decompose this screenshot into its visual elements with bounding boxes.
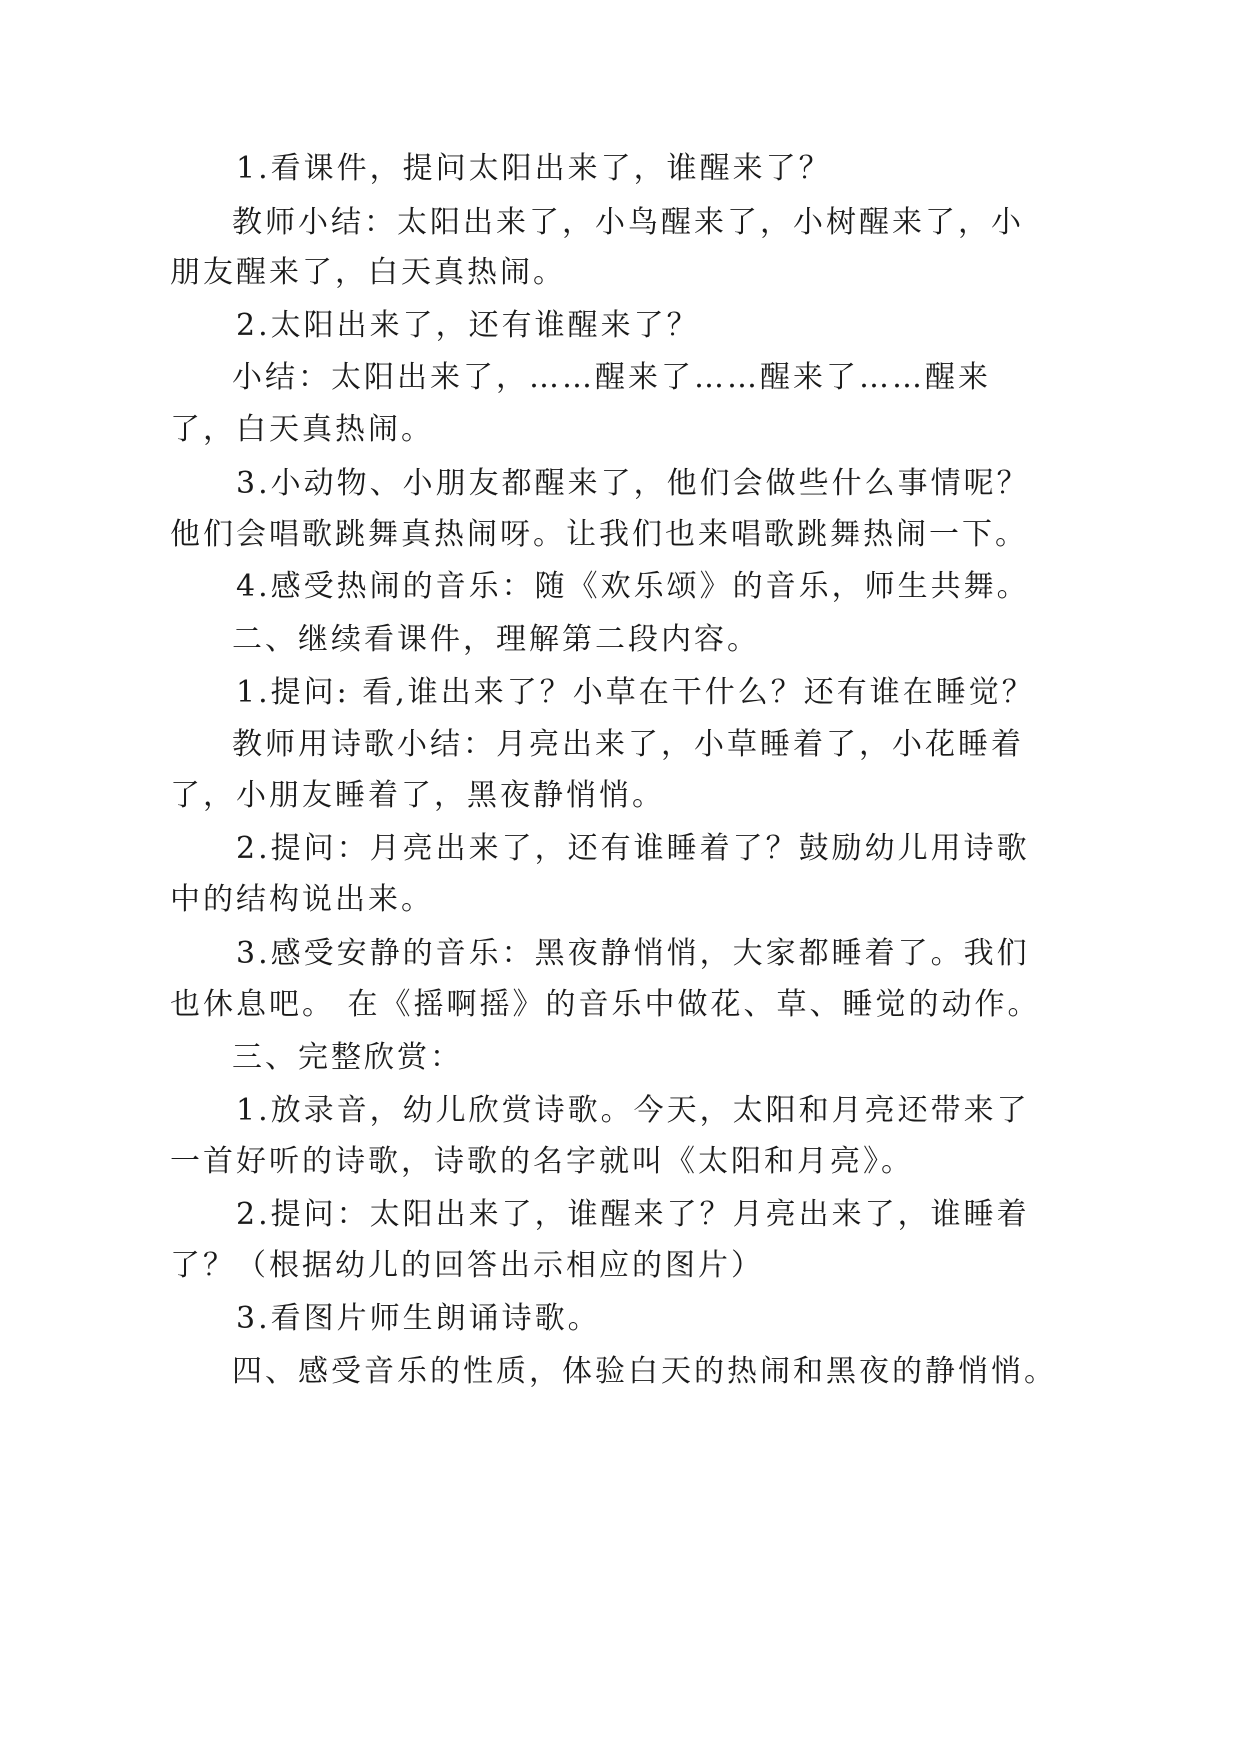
text-line: 了？（根据幼儿的回答出示相应的图片） <box>170 1248 764 1283</box>
text-line: 1.提问: 看,谁出来了？小草在干什么？还有谁在睡觉？ <box>236 675 1035 710</box>
text-line: 三、完整欣赏： <box>232 1040 463 1075</box>
text-line: 四、感受音乐的性质，体验白天的热闹和黑夜的静悄悄。 <box>232 1354 1057 1389</box>
text-line: 3.感受安静的音乐：黑夜静悄悄，大家都睡着了。我们 <box>236 936 1030 971</box>
text-line: 了，白天真热闹。 <box>170 412 434 447</box>
text-line: 一首好听的诗歌，诗歌的名字就叫《太阳和月亮》。 <box>170 1144 914 1179</box>
text-line: 他们会唱歌跳舞真热闹呀。让我们也来唱歌跳舞热闹一下。 <box>170 517 1028 552</box>
text-line: 了，小朋友睡着了，黑夜静悄悄。 <box>170 778 665 813</box>
text-line: 教师用诗歌小结：月亮出来了，小草睡着了，小花睡着 <box>232 727 1024 762</box>
text-line: 3.看图片师生朗诵诗歌。 <box>236 1301 601 1336</box>
text-line: 也休息吧。 在《摇啊摇》的音乐中做花、草、睡觉的动作。 <box>170 987 1041 1022</box>
text-line: 二、继续看课件，理解第二段内容。 <box>232 622 760 657</box>
text-line: 2.提问：月亮出来了，还有谁睡着了？鼓励幼儿用诗歌 <box>236 831 1030 866</box>
text-line: 中的结构说出来。 <box>170 882 434 917</box>
text-line: 小结：太阳出来了，……醒来了……醒来了……醒来 <box>232 360 991 395</box>
text-line: 教师小结：太阳出来了，小鸟醒来了，小树醒来了，小 <box>232 205 1024 240</box>
text-line: 朋友醒来了，白天真热闹。 <box>170 255 566 290</box>
text-line: 2.提问：太阳出来了，谁醒来了？月亮出来了，谁睡着 <box>236 1197 1030 1232</box>
text-line: 4.感受热闹的音乐：随《欢乐颂》的音乐，师生共舞。 <box>236 569 1030 604</box>
text-line: 3.小动物、小朋友都醒来了，他们会做些什么事情呢？ <box>236 466 1030 501</box>
text-line: 1.看课件，提问太阳出来了，谁醒来了？ <box>236 151 832 186</box>
text-line: 1.放录音，幼儿欣赏诗歌。今天，太阳和月亮还带来了 <box>236 1093 1030 1128</box>
text-line: 2.太阳出来了，还有谁醒来了？ <box>236 308 700 343</box>
